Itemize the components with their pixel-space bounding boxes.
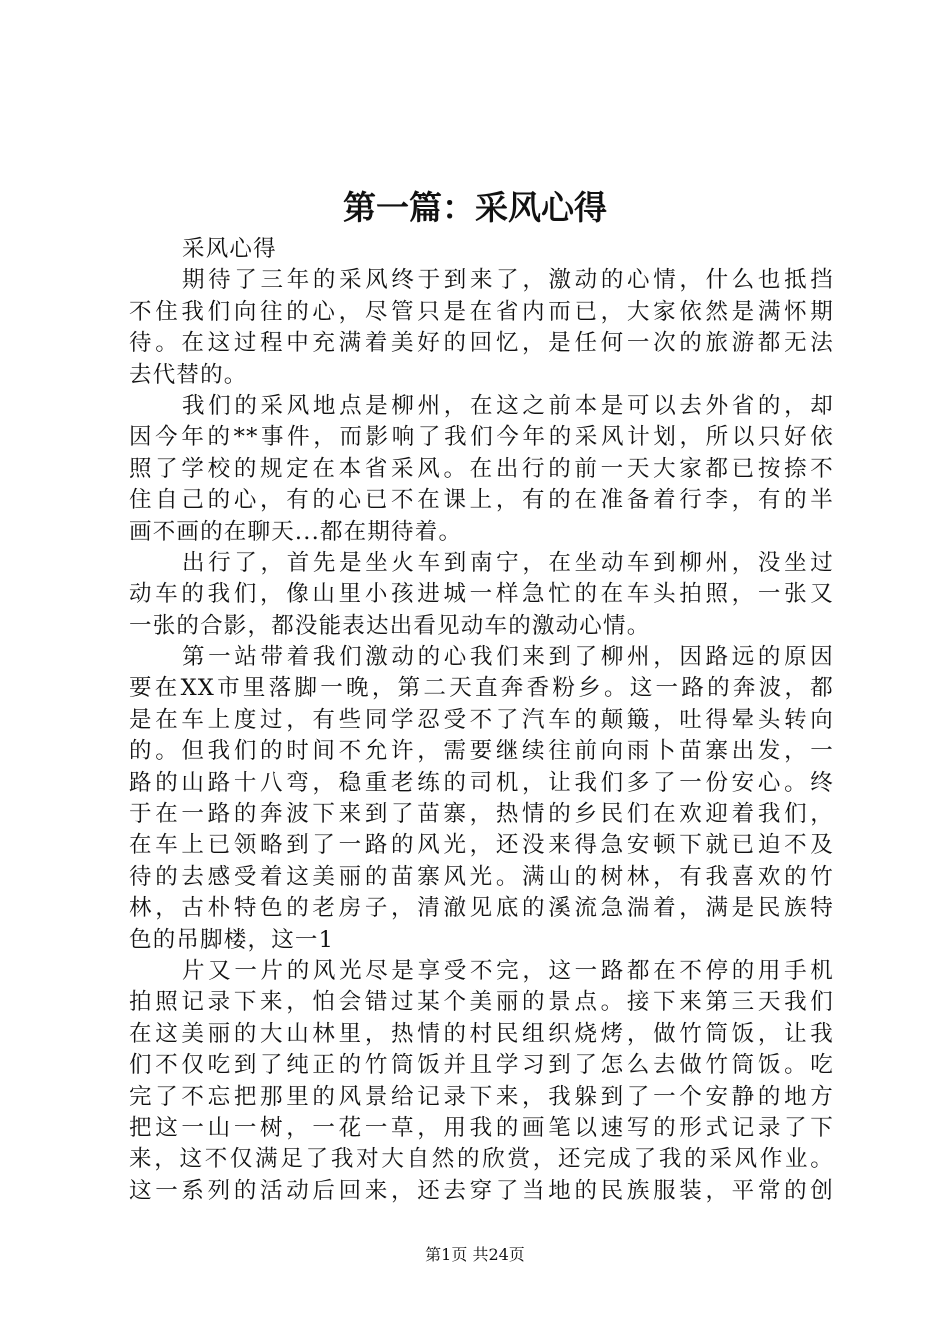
text-line: 于在一路的奔波下来到了苗寨，热情的乡民们在欢迎着我们， (129, 801, 834, 828)
text-line: 动车的我们，像山里小孩进城一样急忙的在车头拍照，一张又 (129, 581, 834, 608)
text-line: 一张的合影，都没能表达出看见动车的激动心情。 (129, 612, 651, 639)
document-title: 第一篇：采风心得 (343, 188, 607, 227)
text-line: 拍照记录下来，怕会错过某个美丽的景点。接下来第三天我们 (129, 989, 834, 1016)
text-line: 们不仅吃到了纯正的竹筒饭并且学习到了怎么去做竹筒饭。吃 (129, 1052, 834, 1079)
text-line: 把这一山一树，一花一草，用我的画笔以速写的形式记录了下 (129, 1114, 834, 1141)
text-line: 第一站带着我们激动的心我们来到了柳州，因路远的原因 (182, 644, 834, 671)
text-line: 去代替的。 (129, 361, 248, 388)
text-line: 待。在这过程中充满着美好的回忆，是任何一次的旅游都无法 (129, 330, 834, 357)
document-body (129, 234, 834, 1207)
text-line: 片又一片的风光尽是享受不完，这一路都在不停的用手机 (182, 957, 834, 984)
text-line: 是在车上度过，有些同学忍受不了汽车的颠簸，吐得晕头转向 (129, 706, 834, 733)
text-line: 在车上已领略到了一路的风光，还没来得急安顿下就已迫不及 (129, 832, 834, 859)
text-line: 待的去感受着这美丽的苗寨风光。满山的树林，有我喜欢的竹 (129, 863, 834, 890)
text-line: 色的吊脚楼，这一1 (129, 926, 335, 953)
text-line: 完了不忘把那里的风景给记录下来，我躲到了一个安静的地方 (129, 1083, 834, 1110)
text-line: 的。但我们的时间不允许，需要继续往前向雨卜苗寨出发，一 (129, 738, 834, 765)
text-line: 这一系列的活动后回来，还去穿了当地的民族服装，平常的创 (129, 1177, 834, 1204)
text-line: 出行了，首先是坐火车到南宁，在坐动车到柳州，没坐过 (182, 549, 834, 576)
text-line: 林，古朴特色的老房子，清澈见底的溪流急湍着，满是民族特 (129, 895, 834, 922)
text-line: 在这美丽的大山林里，热情的村民组织烧烤，做竹筒饭，让我 (129, 1020, 834, 1047)
text-line: 画不画的在聊天...都在期待着。 (129, 518, 463, 545)
text-line: 期待了三年的采风终于到来了，激动的心情，什么也抵挡 (182, 267, 834, 294)
page-footer: 第1页 共24页 (425, 1245, 525, 1264)
text-line: 要在XX市里落脚一晚，第二天直奔香粉乡。这一路的奔波，都 (129, 675, 834, 702)
text-line: 路的山路十八弯，稳重老练的司机，让我们多了一份安心。终 (129, 769, 834, 796)
text-line: 住自己的心，有的心已不在课上，有的在准备着行李，有的半 (129, 487, 834, 514)
text-line: 我们的采风地点是柳州，在这之前本是可以去外省的，却 (182, 392, 834, 419)
text-line: 不住我们向往的心，尽管只是在省内而已，大家依然是满怀期 (129, 298, 834, 325)
text-line: 来，这不仅满足了我对大自然的欣赏，还完成了我的采风作业。 (129, 1146, 834, 1173)
text-line: 采风心得 (182, 236, 277, 262)
text-line: 因今年的**事件，而影响了我们今年的采风计划，所以只好依 (129, 424, 834, 451)
text-line: 照了学校的规定在本省采风。在出行的前一天大家都已按捺不 (129, 455, 834, 482)
